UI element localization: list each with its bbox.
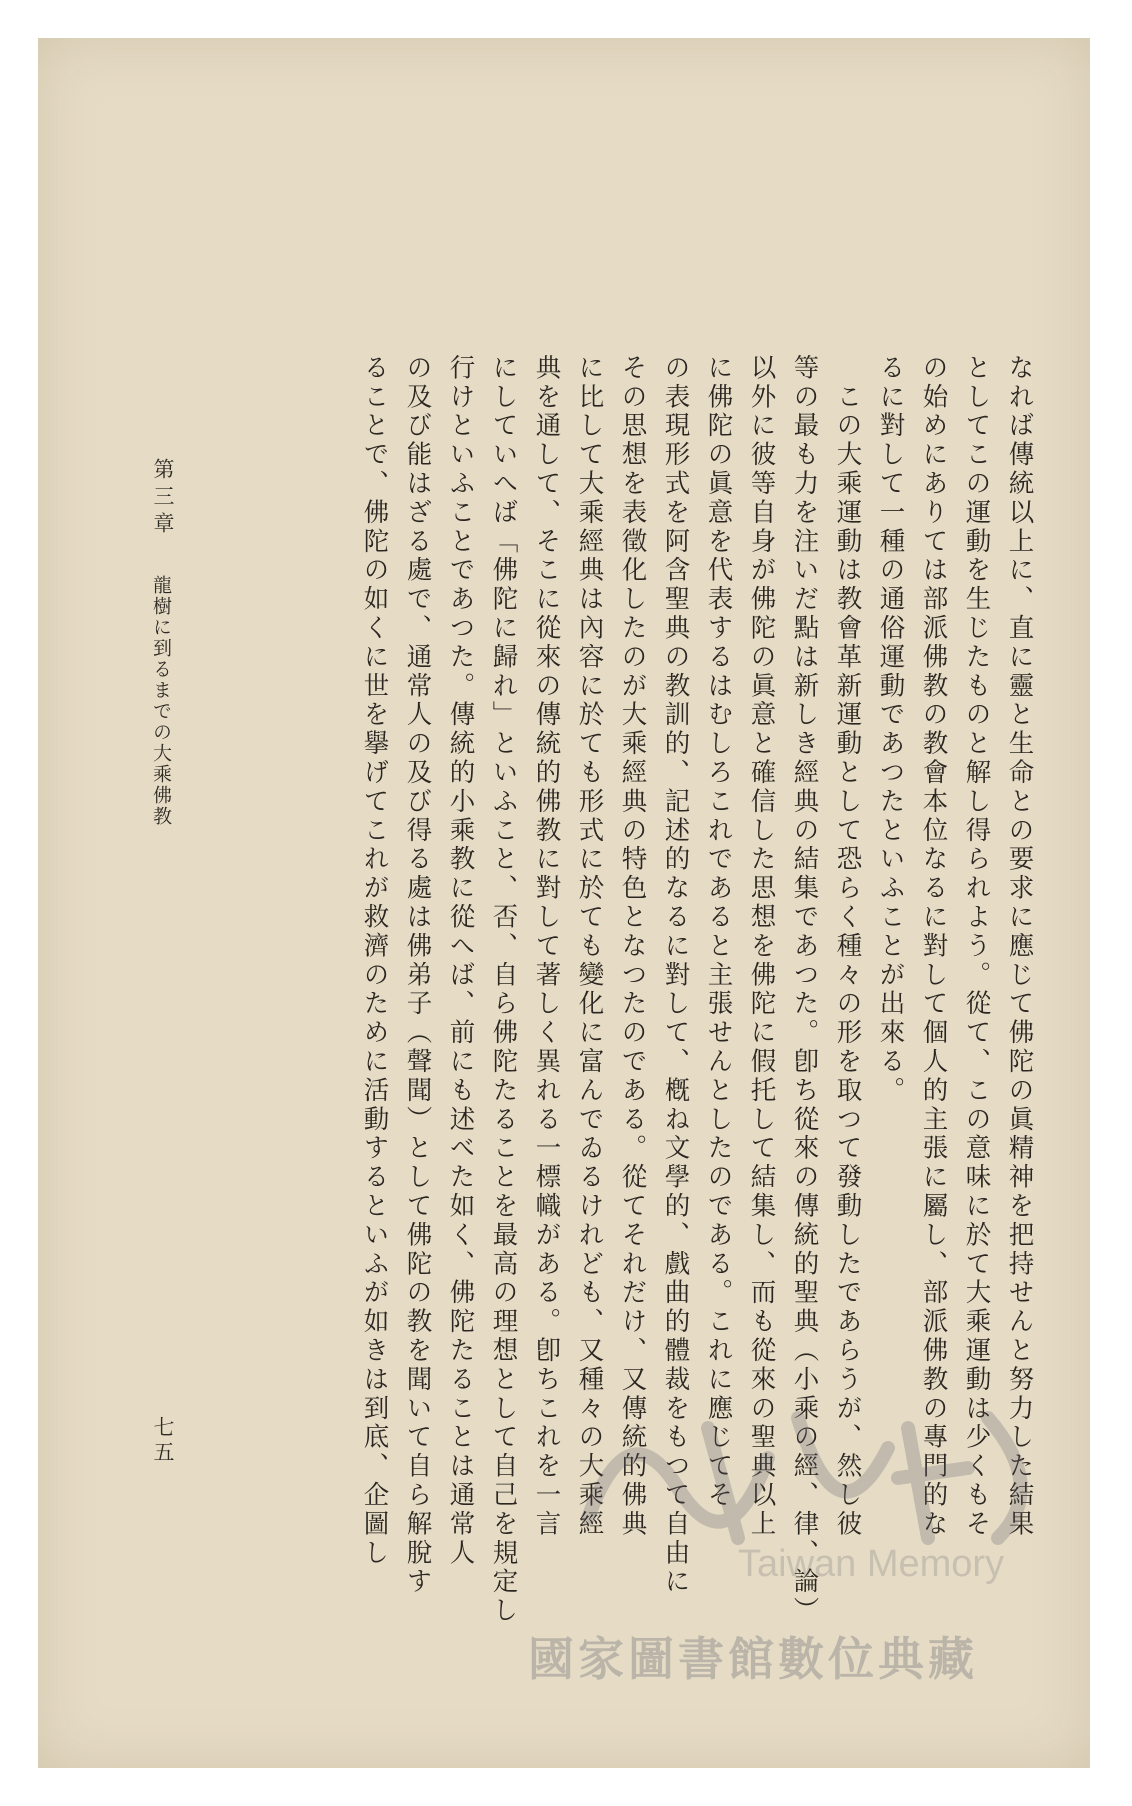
text-column-9: の表現形式を阿含聖典の教訓的、記述的なるに對して、槪ね文學的、戲曲的體裁をもつて自由に: [660, 354, 691, 1597]
page-number: 七五: [151, 1416, 175, 1466]
text-column-16: ることで、佛陀の如くに世を擧げてこれが救濟のために活動するといふが如きは到底、企圖し: [359, 354, 390, 1568]
text-column-5: この大乘運動は教會革新運動として恐らく種々の形を取つて發動したであらうが、然し彼: [832, 354, 863, 1539]
text-column-6: 等の最も力を注いだ點は新しき經典の結集であつた。卽ち從來の傳統的聖典（小乘の經、律、論）: [789, 354, 820, 1626]
text-column-8: に佛陀の眞意を代表するはむしろこれであると主張せんとしたのである。これに應じてそ: [703, 354, 734, 1510]
text-column-3: の始めにありては部派佛教の教會本位なるに對して個人的主張に屬し、部派佛教の專門的な: [918, 354, 949, 1539]
text-column-4: るに對して一種の通俗運動であつたといふことが出來る。: [875, 354, 906, 1106]
book-page: [38, 38, 1090, 1768]
watermark-chinese-text: 國家圖書館數位典藏: [528, 1632, 978, 1686]
chapter-title: 龍樹に到るまでの大乘佛教: [150, 575, 172, 827]
text-column-7: 以外に彼等自身が佛陀の眞意と確信した思想を佛陀に假托して結集し、而も從來の聖典以上: [746, 354, 777, 1539]
text-column-2: としてこの運動を生じたものと解し得られよう。從て、この意味に於て大乘運動は少くもそ: [961, 354, 992, 1539]
watermark-seal-graphic: [568, 1368, 1068, 1568]
text-column-11: に比して大乘經典は內容に於ても形式に於ても變化に富んでゐるけれども、又種々の大乘經: [574, 354, 605, 1539]
text-column-1: なれば傳統以上に、直に靈と生命との要求に應じて佛陀の眞精神を把持せんと努力した結果: [1004, 354, 1035, 1539]
text-column-12: 典を通して、そこに從來の傳統的佛教に對して著しく異れる一標幟がある。卽ちこれを一言: [531, 354, 562, 1539]
text-column-15: の及び能はざる處で、通常人の及び得る處は佛弟子（聲聞）として佛陀の教を聞いて自ら解脫す: [402, 354, 433, 1597]
chapter-label: 第三章: [151, 458, 175, 539]
text-column-10: その思想を表徵化したのが大乘經典の特色となつたのである。從てそれだけ、又傳統的佛典: [617, 354, 648, 1539]
text-column-14: 行けといふことであつた。傳統的小乘教に從へば、前にも述べた如く、佛陀たることは通常人: [445, 354, 476, 1568]
watermark-english-text: Taiwan Memory: [738, 1543, 1005, 1585]
text-column-13: にしていへば「佛陀に歸れ」といふこと、否、自ら佛陀たることを最高の理想として自己を規定し: [488, 354, 519, 1626]
